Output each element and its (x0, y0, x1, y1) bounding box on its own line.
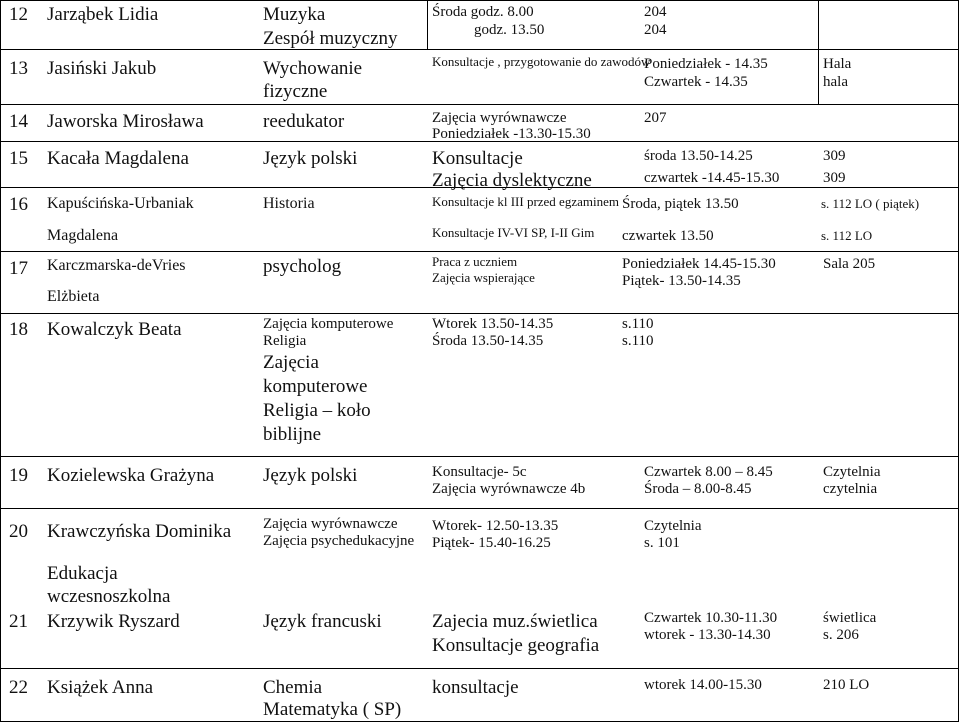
subject-line-2: Zespół muzyczny (263, 28, 398, 49)
time: Czwartek 8.00 – 8.45 (644, 464, 773, 480)
rule (0, 313, 959, 314)
room-line-2: s. 112 LO (821, 228, 873, 243)
subject: Język francuski (263, 611, 382, 632)
activity: konsultacje (432, 677, 519, 698)
time: Wtorek 13.50-14.35 (432, 316, 554, 332)
row-number: 21 (9, 611, 28, 632)
room-line-2: 204 (644, 22, 667, 38)
rule (818, 0, 819, 104)
row-number: 20 (9, 521, 28, 542)
subject: Język polski (263, 465, 358, 486)
row-number: 19 (9, 465, 28, 486)
subject: Chemia (263, 677, 323, 698)
room-line-2: s. 101 (644, 535, 680, 551)
rule (0, 456, 959, 457)
teacher-name: Kapuścińska-Urbaniak (47, 195, 194, 212)
room-line-2: 309 (823, 170, 846, 186)
room: Czytelnia (823, 464, 881, 480)
subject-line-2: Religia (263, 333, 307, 349)
activity-line-2: Zajęcia wspierające (432, 270, 535, 285)
time-line-2: Czwartek - 14.35 (644, 74, 748, 90)
row-number: 15 (9, 148, 28, 169)
activity: Konsultacje kl III przed egzaminem (432, 194, 619, 209)
teacher-name: Karczmarska-deVries (47, 257, 186, 274)
time: środa 13.50-14.25 (644, 148, 753, 164)
activity: Konsultacje (432, 148, 523, 169)
activity: Praca z uczniem (432, 254, 518, 269)
teacher-name-line-2: Edukacja (47, 563, 118, 584)
teacher-name-line-2: Elżbieta (47, 288, 100, 305)
time: Poniedziałek - 14.35 (644, 56, 768, 72)
rule (0, 49, 959, 50)
time-line-2: wtorek - 13.30-14.30 (644, 627, 771, 643)
room: Hala (823, 56, 852, 72)
teacher-name: Książek Anna (47, 677, 154, 698)
teacher-name-line-3: wczesnoszkolna (47, 586, 171, 607)
room: 309 (823, 148, 846, 164)
row-number: 13 (9, 58, 28, 79)
subject: Zajęcia komputerowe (263, 316, 394, 332)
time-line-2: Środa – 8.00-8.45 (644, 481, 752, 497)
time-line-2: Środa 13.50-14.35 (432, 333, 544, 349)
activity-line-2: Zajęcia wyrównawcze 4b (432, 481, 586, 497)
room-line-2: s.110 (622, 333, 654, 349)
rule (0, 0, 1, 722)
activity-line-2: Poniedziałek -13.30-15.30 (432, 126, 591, 142)
time: Czwartek 10.30-11.30 (644, 610, 778, 626)
activity-line-2: Konsultacje geografia (432, 635, 600, 656)
room: s.110 (622, 316, 654, 332)
room: Czytelnia (644, 518, 702, 534)
subject-line-2: fizyczne (263, 81, 328, 102)
room: s. 112 LO ( piątek) (821, 196, 920, 211)
teacher-name: Jasiński Jakub (47, 58, 157, 79)
activity-line-2: Zajęcia dyslektyczne (432, 170, 592, 191)
subject-line-2: Zajęcia psychedukacyjne (263, 533, 415, 549)
time: Wtorek- 12.50-13.35 (432, 518, 559, 534)
row-number: 14 (9, 111, 28, 132)
row-number: 18 (9, 319, 28, 340)
teacher-name: Kowalczyk Beata (47, 319, 182, 340)
room: 207 (644, 110, 667, 126)
rule (0, 251, 959, 252)
teacher-name: Jarząbek Lidia (47, 4, 159, 25)
activity: Konsultacje- 5c (432, 464, 527, 480)
teacher-name: Krzywik Ryszard (47, 611, 180, 632)
subject: Historia (263, 195, 315, 212)
time: Środa, piątek 13.50 (622, 196, 739, 212)
room: 210 LO (823, 677, 870, 693)
time-line-2: Piątek- 13.50-14.35 (622, 273, 741, 289)
room: świetlica (823, 610, 877, 626)
subject-line-6: biblijne (263, 424, 322, 445)
subject-line-3: Zajęcia (263, 352, 319, 373)
subject-line-4: komputerowe (263, 376, 368, 397)
teacher-name: Kozielewska Grażyna (47, 465, 215, 486)
activity-line-2: Konsultacje IV-VI SP, I-II Gim (432, 225, 595, 240)
time-line-2: czwartek 13.50 (622, 228, 714, 244)
activity-line-2: godz. 13.50 (474, 22, 545, 38)
teacher-name: Jaworska Mirosława (47, 111, 204, 132)
activity: Środa godz. 8.00 (432, 4, 534, 20)
subject: Zajęcia wyrównawcze (263, 516, 398, 532)
room-line-2: czytelnia (823, 481, 878, 497)
row-number: 17 (9, 258, 28, 279)
teacher-name: Kacała Magdalena (47, 148, 189, 169)
subject: Język polski (263, 148, 358, 169)
time-line-2: czwartek -14.45-15.30 (644, 170, 780, 186)
rule (0, 104, 959, 105)
subject-line-5: Religia – koło (263, 400, 371, 421)
subject: Wychowanie (263, 58, 363, 79)
activity: Zajęcia wyrównawcze (432, 110, 567, 126)
time: wtorek 14.00-15.30 (644, 677, 762, 693)
room-line-2: s. 206 (823, 627, 859, 643)
teacher-name: Krawczyńska Dominika (47, 521, 232, 542)
subject-line-2: Matematyka ( SP) (263, 699, 402, 720)
time-line-2: Piątek- 15.40-16.25 (432, 535, 551, 551)
row-number: 12 (9, 4, 28, 25)
room: 204 (644, 4, 667, 20)
room-line-2: hala (823, 74, 848, 90)
teacher-name-line-2: Magdalena (47, 227, 119, 244)
activity: Zajecia muz.świetlica (432, 611, 598, 632)
rule (0, 508, 959, 509)
room: Sala 205 (823, 256, 876, 272)
activity: Konsultacje , przygotowanie do zawodów (432, 54, 651, 69)
row-number: 22 (9, 677, 28, 698)
subject: psycholog (263, 256, 342, 277)
row-number: 16 (9, 194, 28, 215)
subject: Muzyka (263, 4, 326, 25)
time: Poniedziałek 14.45-15.30 (622, 256, 776, 272)
rule (427, 0, 428, 49)
rule (0, 668, 959, 669)
rule (0, 0, 959, 1)
subject: reedukator (263, 111, 345, 132)
